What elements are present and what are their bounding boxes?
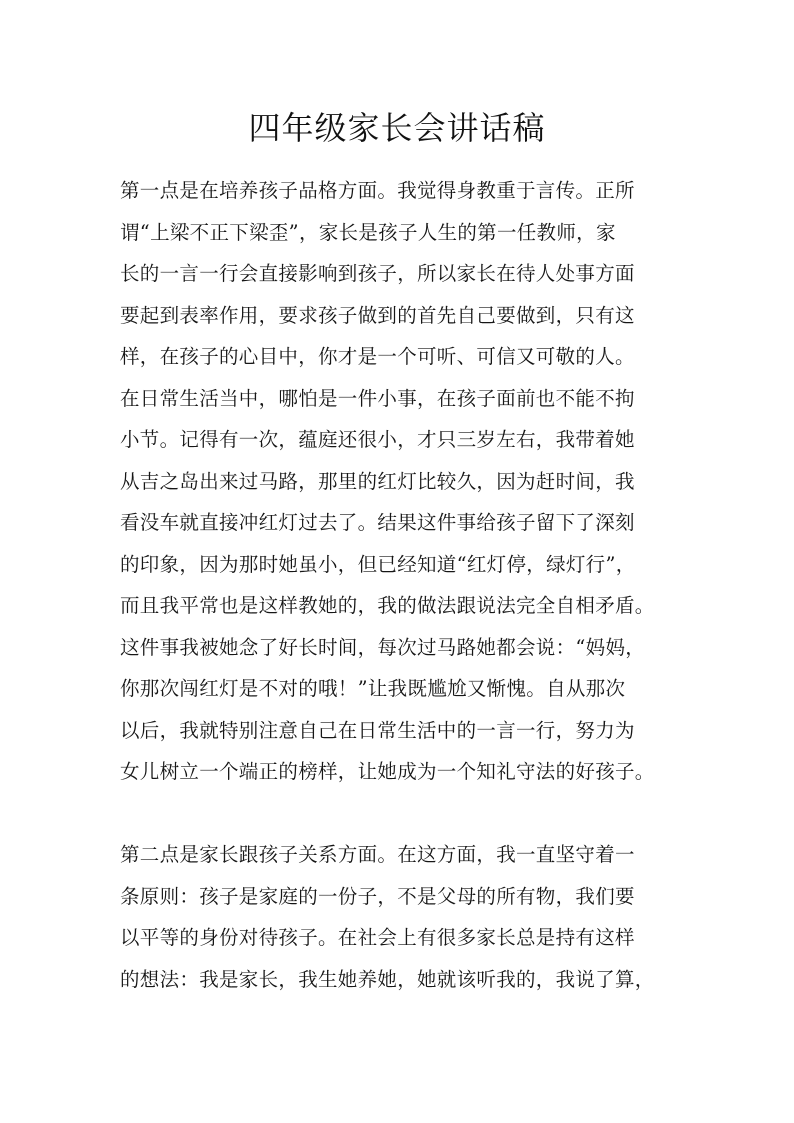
document-title: 四年级家长会讲话稿 [248, 109, 546, 147]
paragraph-line: 第一点是在培养孩子品格方面。我觉得身教重于言传。正所 [120, 179, 635, 202]
paragraph-line: 长的一言一行会直接影响到孩子，所以家长在待人处事方面 [120, 262, 635, 285]
paragraph-line: 看没车就直接冲红灯过去了。结果这件事给孩子留下了深刻 [120, 511, 635, 534]
paragraph-line: 的印象，因为那时她虽小，但已经知道“红灯停，绿灯行”， [120, 552, 636, 576]
paragraph-line: 第二点是家长跟孩子关系方面。在这方面，我一直坚守着一 [120, 843, 635, 866]
paragraph-line: 女儿树立一个端正的榜样，让她成为一个知礼守法的好孩子。 [120, 760, 655, 783]
paragraph-line: 以平等的身份对待孩子。在社会上有很多家长总是持有这样 [120, 926, 635, 949]
paragraph-line: 谓“上梁不正下梁歪”，家长是孩子人生的第一任教师，家 [120, 220, 616, 244]
paragraph-line: 的想法：我是家长，我生她养她，她就该听我的，我说了算， [120, 967, 655, 991]
paragraph-line: 要起到表率作用，要求孩子做到的首先自己要做到，只有这 [120, 303, 635, 327]
paragraph-line: 从吉之岛出来过马路，那里的红灯比较久，因为赶时间，我 [120, 469, 635, 493]
paragraph-line: 小节。记得有一次，蕴庭还很小，才只三岁左右，我带着她 [120, 428, 635, 451]
paragraph-line: 以后，我就特别注意自己在日常生活中的一言一行，努力为 [120, 718, 635, 742]
paragraph-line: 样，在孩子的心目中，你才是一个可听、可信又可敬的人。 [120, 345, 635, 368]
paragraph-line: 条原则：孩子是家庭的一份子，不是父母的所有物，我们要 [120, 884, 635, 908]
paragraph-line: 你那次闯红灯是不对的哦！”让我既尴尬又惭愧。自从那次 [120, 677, 626, 700]
paragraph-1 [120, 170, 690, 793]
paragraph-line: 这件事我被她念了好长时间，每次过马路她都会说：“妈妈， [120, 635, 646, 659]
paragraph-line: 在日常生活当中，哪怕是一件小事，在孩子面前也不能不拘 [120, 386, 635, 410]
paragraph-2 [120, 834, 690, 1000]
paragraph-line: 而且我平常也是这样教她的，我的做法跟说法完全自相矛盾。 [120, 594, 655, 617]
